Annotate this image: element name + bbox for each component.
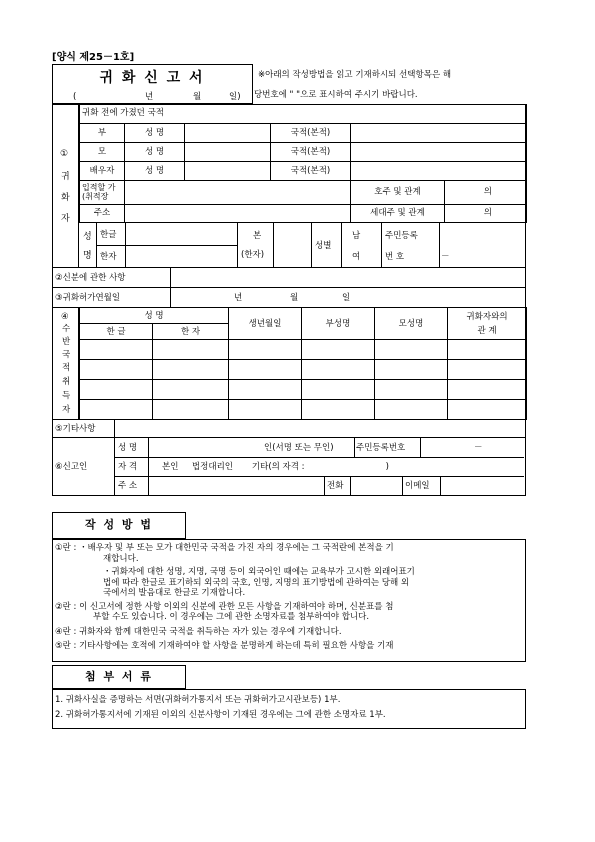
- sec6-label: ⑥신고인: [55, 462, 88, 472]
- sec4-c5: 취: [62, 377, 71, 387]
- sex-label: 성별: [315, 241, 332, 251]
- sec4-cell[interactable]: [229, 360, 302, 380]
- attach-title-box: [52, 665, 186, 689]
- sec4-cell[interactable]: [80, 400, 153, 420]
- father-name-label: 성 명: [125, 123, 185, 142]
- sec6-phone-label: 전화: [327, 481, 344, 491]
- sec4-cell[interactable]: [302, 340, 375, 360]
- name-side-1: 성: [83, 232, 92, 242]
- method-note: ・귀화자에 대한 성명, 지명, 국명 등이 외국어인 때에는 교육부가 고시한 외래어표기: [103, 567, 415, 577]
- sec6-address-label: 주 소: [118, 481, 138, 491]
- sec4-father-header: 부성명: [302, 308, 375, 340]
- register-place-label: 입적할 가 (취적장: [80, 180, 125, 204]
- address-label: 주소: [80, 204, 125, 222]
- mother-label: 모: [80, 142, 125, 161]
- rrn-label-1: 주민등록: [385, 231, 418, 241]
- father-label: 부: [80, 123, 125, 142]
- sec4-cell[interactable]: [302, 360, 375, 380]
- method-note: ④란 : 귀화자와 함께 대한민국 국적을 취득하는 자가 있는 경우에 기재합니다.: [55, 626, 342, 637]
- sec1-char-3: 자: [61, 214, 70, 224]
- attach-title: 첨 부 서 류: [85, 670, 153, 683]
- attach-notes: [52, 689, 526, 729]
- sec1-char-2: 화: [61, 193, 70, 203]
- sec4-relation-header: 귀화자와의 관 계: [448, 308, 527, 340]
- sec4-birth-header: 생년월일: [229, 308, 302, 340]
- method-note: ②란 : 이 신고서에 정한 사항 이외의 신분에 관한 모든 사항을 기재하여야 하며, 신분표를 첨: [55, 601, 394, 612]
- date-month: 월: [193, 92, 202, 102]
- head-relation-field[interactable]: 의: [445, 180, 527, 204]
- method-title: 작 성 방 법: [85, 518, 153, 531]
- sec4-cell[interactable]: [80, 340, 153, 360]
- spouse-name-label: 성 명: [125, 161, 185, 180]
- sec4-cell[interactable]: [229, 340, 302, 360]
- name-side-2: 명: [83, 251, 92, 261]
- sec1-char-1: 귀: [61, 172, 70, 182]
- sec4-cell[interactable]: [229, 380, 302, 400]
- sec6-qual-value: 본인 법정대리인 기타(의 자격 : ): [162, 462, 389, 472]
- sec4-cell[interactable]: [153, 340, 229, 360]
- hanja-label: 한자: [100, 252, 117, 262]
- method-note: 재합니다.: [103, 553, 139, 564]
- bon-hanja-label: (한자): [241, 250, 265, 260]
- title-box: [52, 64, 253, 104]
- method-note: 법에 따라 한글로 표기하되 외국의 국호, 인명, 지명의 표기방법에 관하여는 당해 외: [103, 577, 410, 588]
- sec6-qual-label: 자 격: [118, 462, 138, 472]
- sec1-label: [52, 104, 79, 267]
- spouse-nat-label: 국적(본적): [271, 161, 351, 180]
- mother-nat-field[interactable]: [351, 142, 527, 161]
- instruction-line-1: ※아래의 작성방법을 읽고 기재하시되 선택항목은 해: [258, 70, 452, 80]
- sec5-row: [52, 419, 526, 437]
- sec4-cell[interactable]: [153, 400, 229, 420]
- father-nat-label: 국적(본적): [271, 123, 351, 142]
- sec4-label: [52, 307, 79, 419]
- sec3-row: [52, 287, 526, 307]
- method-note: ①란 : ・배우자 및 부 또는 모가 대한민국 국적을 가진 자의 경우에는 그 국적란에 본적을 기: [55, 543, 394, 553]
- spouse-name-field[interactable]: [185, 161, 271, 180]
- rrn-label-2: 번 호: [385, 252, 405, 262]
- sec6-rrn-dash: －: [474, 443, 483, 453]
- head-relation-label: 호주 및 관계: [351, 180, 445, 204]
- sec4-c6: 득: [62, 391, 71, 401]
- sec3-label: ③귀화허가연월일: [55, 293, 121, 303]
- sec3-year: 년: [234, 293, 243, 303]
- father-name-field[interactable]: [185, 123, 271, 142]
- register-place-field[interactable]: [125, 180, 351, 204]
- form-title: 귀 화 신 고 서: [99, 70, 205, 86]
- bon-label: 본: [253, 231, 262, 241]
- rrn-dash: －: [441, 252, 450, 262]
- sec5-label: ⑤기타사항: [55, 424, 96, 434]
- date-open: (: [73, 92, 77, 102]
- sec4-cell[interactable]: [448, 340, 527, 360]
- method-title-box: [52, 512, 186, 539]
- sec6-email-label: 이메일: [405, 481, 430, 491]
- date-year: 년: [145, 92, 154, 102]
- sec4-cell[interactable]: [153, 360, 229, 380]
- sec4-cell[interactable]: [375, 360, 448, 380]
- sec4-cell[interactable]: [448, 400, 527, 420]
- form-code: [양식 제25－1호]: [52, 52, 135, 63]
- hh-relation-field[interactable]: 의: [445, 204, 527, 222]
- sec2-label: ②신분에 관한 사항: [55, 273, 126, 283]
- sec4-c7: 자: [62, 405, 71, 415]
- sec1-table: [79, 104, 527, 223]
- method-note: 국에서의 발음대로 한글로 기재합니다.: [103, 588, 246, 598]
- male-label: 남: [352, 231, 361, 241]
- sec4-hangul-header: 한 글: [80, 324, 153, 340]
- sec4-cell[interactable]: [302, 400, 375, 420]
- sec4-c3: 국: [62, 350, 71, 360]
- hangul-label: 한글: [100, 230, 117, 240]
- sec4-cell[interactable]: [375, 380, 448, 400]
- name-block: [79, 222, 526, 267]
- female-label: 여: [352, 252, 361, 262]
- sec4-c2: 반: [62, 337, 71, 347]
- sec6-name-label: 성 명: [118, 443, 138, 453]
- sec3-day: 일: [342, 293, 351, 303]
- method-note: 부할 수도 있습니다. 이 경우에는 그에 관한 소명자료를 첨부하여야 합니다.: [93, 612, 370, 622]
- sec4-name-header: 성 명: [80, 308, 229, 324]
- attach-note: 1. 귀화사실을 증명하는 서면(귀화허가통지서 또는 귀화허가고시관보등) 1부.: [55, 695, 341, 705]
- sec4-cell[interactable]: [302, 380, 375, 400]
- sec4-table: [79, 307, 527, 420]
- mother-name-label: 성 명: [125, 142, 185, 161]
- sec6-sign: 인(서명 또는 무인): [264, 443, 334, 453]
- attach-note: 2. 귀화허가통지서에 기재된 이외의 신분사항이 기재된 경우에는 그에 관한 소명자료 1부.: [55, 709, 386, 720]
- sec4-cell[interactable]: [375, 400, 448, 420]
- sec4-cell[interactable]: [229, 400, 302, 420]
- sec6-rrn-label: 주민등록번호: [356, 443, 406, 453]
- father-nat-field[interactable]: [351, 123, 527, 142]
- prev-nationality-label: 귀화 전에 가졌던 국적: [80, 104, 527, 123]
- sec4-hanja-header: 한 자: [153, 324, 229, 340]
- mother-name-field[interactable]: [185, 142, 271, 161]
- date-day: 일): [229, 92, 241, 102]
- spouse-label: 배우자: [80, 161, 125, 180]
- sec4-cell[interactable]: [448, 360, 527, 380]
- hh-relation-label: 세대주 및 관계: [351, 204, 445, 222]
- instruction-line-2: 당번호에 " "으로 표시하여 주시기 바랍니다.: [254, 90, 418, 100]
- method-note: ⑤란 : 기타사항에는 호적에 기재하여야 할 사항을 분명하게 하는데 특히 필요한 사항을 기재: [55, 641, 394, 651]
- sec4-cell[interactable]: [80, 380, 153, 400]
- sec4-cell[interactable]: [448, 380, 527, 400]
- spouse-nat-field[interactable]: [351, 161, 527, 180]
- sec2-row: [52, 267, 526, 287]
- sec4-cell[interactable]: [375, 340, 448, 360]
- mother-nat-label: 국적(본적): [271, 142, 351, 161]
- sec4-mother-header: 모성명: [375, 308, 448, 340]
- sec6-block: [52, 437, 526, 496]
- sec4-cell[interactable]: [153, 380, 229, 400]
- method-notes: [52, 539, 526, 662]
- address-field[interactable]: [125, 204, 351, 222]
- sec1-num: ①: [60, 149, 69, 159]
- sec4-c1: 수: [62, 324, 71, 334]
- sec4-cell[interactable]: [80, 360, 153, 380]
- sec3-month: 월: [290, 293, 299, 303]
- sec4-c4: 적: [62, 363, 71, 373]
- sec4-num: ④: [61, 312, 69, 322]
